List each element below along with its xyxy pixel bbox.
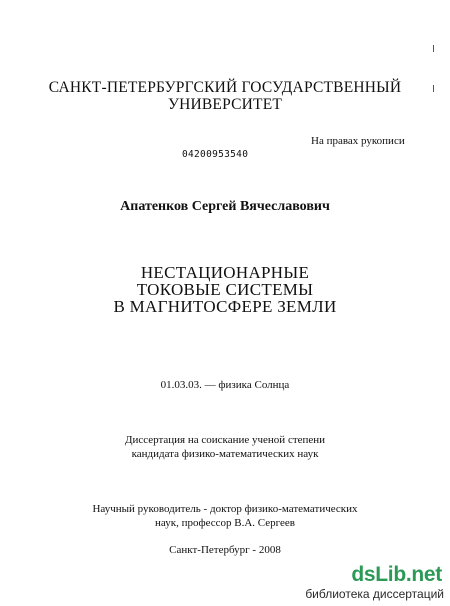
manuscript-rights-note: На правах рукописи — [311, 135, 405, 147]
watermark-logo[interactable]: dsLib.net — [351, 563, 442, 586]
title-line-1: НЕСТАЦИОНАРНЫЕ — [140, 263, 310, 282]
dissertation-title — [0, 264, 450, 315]
title-line-3: В МАГНИТОСФЕРЕ ЗЕМЛИ — [113, 297, 337, 316]
university-name — [0, 79, 450, 113]
degree-line-2: кандидата физико-математических наук — [131, 448, 319, 460]
scientific-advisor — [0, 502, 450, 530]
specialty-code: 01.03.03. — физика Солнца — [160, 379, 290, 391]
degree-line-1: Диссертация на соискание ученой степени — [124, 434, 326, 446]
registration-code: 04200953540 — [182, 149, 249, 160]
university-line-2: УНИВЕРСИТЕТ — [167, 96, 283, 113]
dslib-watermark[interactable] — [300, 563, 450, 606]
advisor-line-2: наук, профессор В.А. Сергеев — [155, 517, 295, 529]
watermark-tagline: библиотека диссертаций — [305, 587, 444, 601]
scan-mark — [433, 45, 434, 52]
university-line-1: САНКТ-ПЕТЕРБУРГСКИЙ ГОСУДАРСТВЕННЫЙ — [48, 79, 402, 96]
scan-mark — [433, 85, 434, 92]
city-and-year: Санкт-Петербург - 2008 — [169, 544, 281, 556]
title-line-2: ТОКОВЫЕ СИСТЕМЫ — [136, 280, 314, 299]
author-name: Апатенков Сергей Вячеславович — [120, 199, 330, 214]
degree-statement — [0, 433, 450, 461]
advisor-line-1: Научный руководитель - доктор физико-математических — [92, 503, 358, 515]
